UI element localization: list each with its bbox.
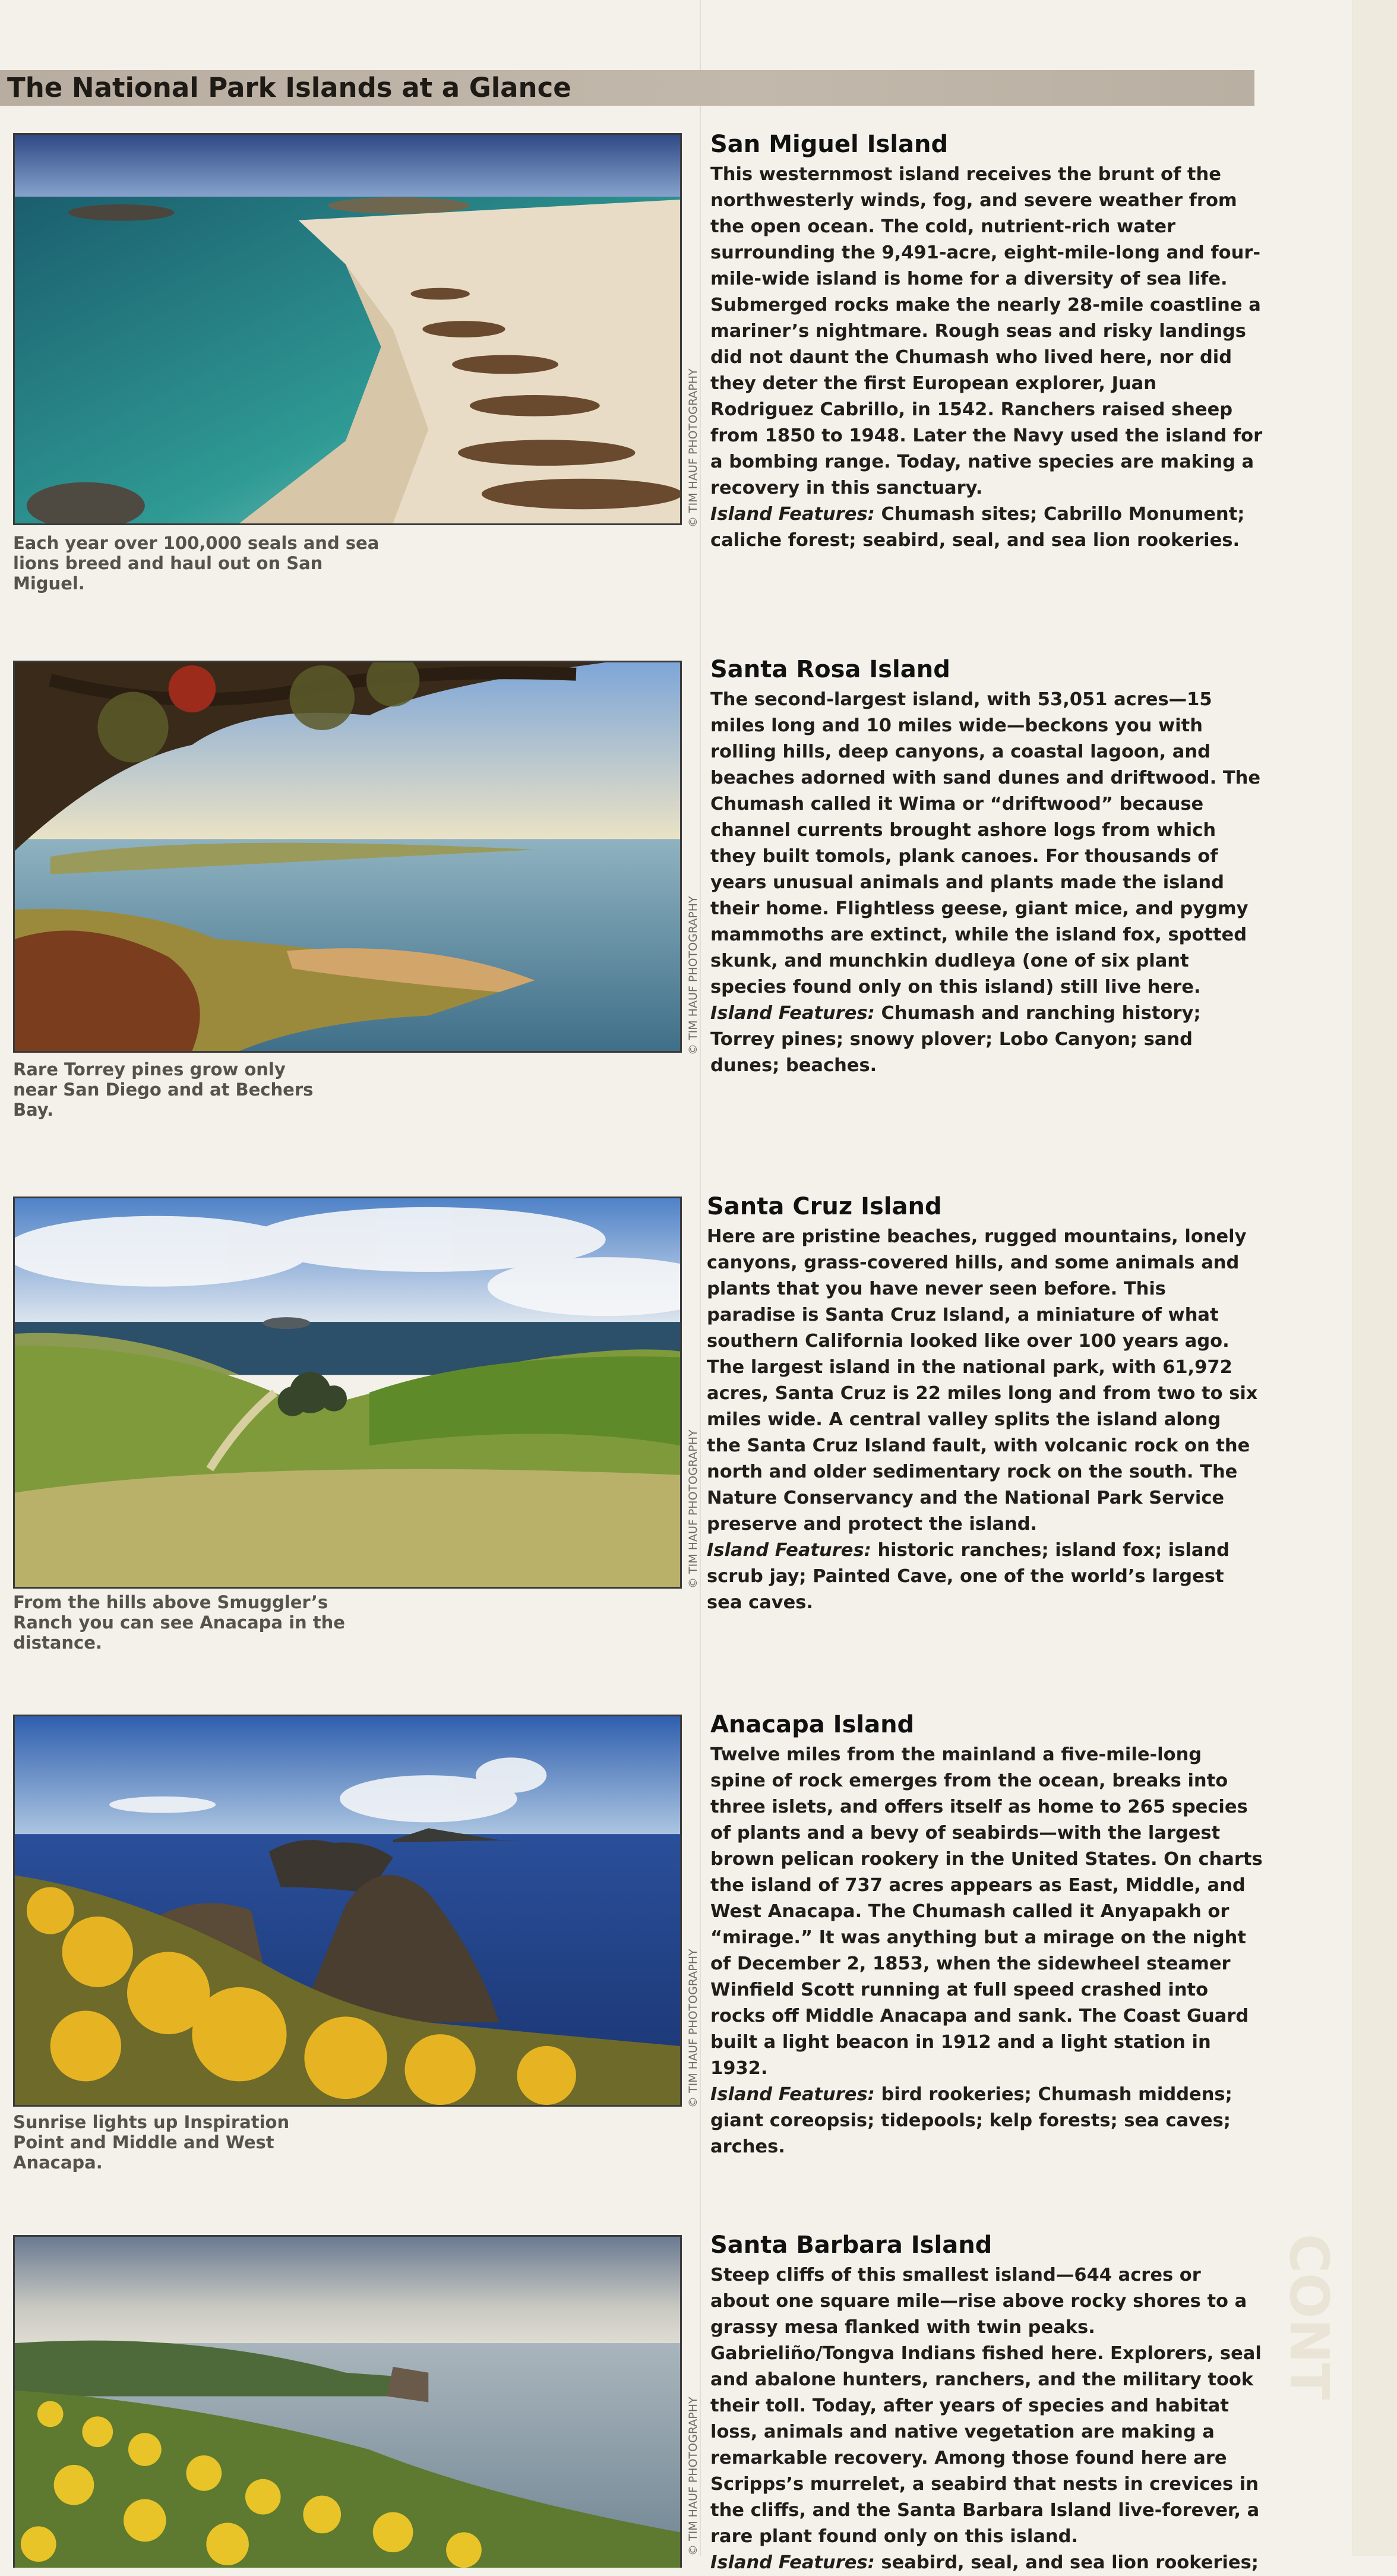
island-name: Santa Barbara Island bbox=[710, 2231, 993, 2259]
photo-caption: Rare Torrey pines grow only near San Diego and at Bechers Bay. bbox=[13, 1059, 314, 1120]
island-features: historic ranches; island fox; island scrub jay; Painted Cave, one of the world’s largest sea caves. bbox=[707, 1540, 1230, 1613]
photo-caption: Each year over 100,000 seals and sea lions breed and haul out on San Miguel. bbox=[13, 533, 380, 594]
island-name: Anacapa Island bbox=[710, 1711, 915, 1738]
photo-credit: © TIM HAUF PHOTOGRAPHY bbox=[687, 1429, 700, 1589]
island-entry-santa-cruz bbox=[707, 1192, 1259, 1616]
island-entry-santa-rosa bbox=[710, 655, 1263, 1079]
photo-santa-cruz bbox=[13, 1197, 682, 1589]
island-features-label: Island Features: bbox=[710, 2552, 875, 2573]
island-name: Santa Cruz Island bbox=[707, 1193, 942, 1220]
island-description: The second-largest island, with 53,051 acres—15 miles long and 10 miles wide—beckons you with rolling hills, deep canyons, a coastal lagoon, and beaches adorned with sand dunes and driftwood. The Chumash called it Wima or “driftwood” because channel currents brought ashore logs from which they built tomols, plank canoes. For thousands of years unusual animals and plants made the island their home. Flightless geese, giant mice, and pygmy mammoths are extinct, while the island fox, spotted skunk, and munchkin dudleya (one of six plant species found only on this island) still live here. Island Features: Chumash and ranching history; Torrey pines; snowy plover; Lobo Canyon; sand dunes; beaches. bbox=[710, 689, 1261, 1076]
photo-credit: © TIM HAUF PHOTOGRAPHY bbox=[687, 2397, 700, 2556]
page-title: The National Park Islands at a Glance bbox=[7, 72, 571, 103]
photo-santa-barbara bbox=[13, 2235, 682, 2568]
island-entry-santa-barbara bbox=[710, 2230, 1263, 2576]
edge-title: CONT bbox=[1278, 2234, 1340, 2400]
photo-san-miguel bbox=[13, 133, 682, 525]
photo-caption: Sunrise lights up Inspiration Point and Middle and West Anacapa. bbox=[13, 2112, 290, 2173]
island-entry-anacapa bbox=[710, 1710, 1263, 2160]
photo-santa-rosa bbox=[13, 661, 682, 1053]
title-banner bbox=[0, 70, 1254, 106]
island-description: Here are pristine beaches, rugged mountains, lonely canyons, grass-covered hills, and some animals and plants that you have never seen before. This paradise is Santa Cruz Island, a miniature of what southern California looked like over 100 years ago. The largest island in the national park, with 61,972 acres, Santa Cruz is 22 miles long and from two to six miles wide. A central valley splits the island along the Santa Cruz Island fault, with volcanic rock on the north and older sedimentary rock on the south. The Nature Conservancy and the National Park Service preserve and protect the island. Island Features: historic ranches; island fox; island scrub jay; Painted Cave, one of the world’s largest sea caves. bbox=[707, 1226, 1258, 1613]
island-features: Chumash and ranching history; Torrey pines; snowy plover; Lobo Canyon; sand dunes; beaches. bbox=[710, 1003, 1201, 1076]
island-name: San Miguel Island bbox=[710, 131, 949, 158]
island-features-label: Island Features: bbox=[710, 2084, 875, 2105]
photo-credit: © TIM HAUF PHOTOGRAPHY bbox=[687, 896, 700, 1055]
page-edge-strip bbox=[1352, 0, 1397, 2556]
photo-caption: From the hills above Smuggler’s Ranch you can see Anacapa in the distance. bbox=[13, 1592, 345, 1653]
island-features: Chumash sites; Cabrillo Monument; caliche forest; seabird, seal, and sea lion rookeries. bbox=[710, 504, 1245, 551]
island-description: This westernmost island receives the brunt of the northwesterly winds, fog, and severe weather from the open ocean. The cold, nutrient-rich water surrounding the 9,491-acre, eight-mile-long and four-mile-wide island is home for a diversity of sea life. Submerged rocks make the nearly 28-mile coastline a mariner’s nightmare. Rough seas and risky landings did not daunt the Chumash who lived here, nor did they deter the first European explorer, Juan Rodriguez Cabrillo, in 1542. Ranchers raised sheep from 1850 to 1948. Later the Navy used the island for a bombing range. Today, native species are making a recovery in this sanctuary. Island Features: Chumash sites; Cabrillo Monument; caliche forest; seabird, seal, and sea lion rookeries. bbox=[710, 164, 1263, 551]
photo-anacapa bbox=[13, 1715, 682, 2107]
island-features: bird rookeries; Chumash middens; giant coreopsis; tidepools; kelp forests; sea caves; arches. bbox=[710, 2084, 1232, 2157]
island-name: Santa Rosa Island bbox=[710, 656, 950, 683]
island-features-label: Island Features: bbox=[707, 1540, 871, 1561]
photo-credit: © TIM HAUF PHOTOGRAPHY bbox=[687, 1949, 700, 2108]
photo-credit: © TIM HAUF PHOTOGRAPHY bbox=[687, 368, 700, 528]
island-description: Twelve miles from the mainland a five-mile-long spine of rock emerges from the ocean, breaks into three islets, and offers itself as home to 265 species of plants and a bevy of seabirds—with the largest brown pelican rookery in the United States. On charts the island of 737 acres appears as East, Middle, and West Anacapa. The Chumash called it Anyapakh or “mirage.” It was anything but a mirage on the night of December 2, 1853, when the sidewheel steamer Winfield Scott running at full speed crashed into rocks off Middle Anacapa and sank. The Coast Guard built a light beacon in 1912 and a light station in 1932. Island Features: bird rookeries; Chumash middens; giant coreopsis; tidepools; kelp forests; sea caves; arches. bbox=[710, 1744, 1263, 2157]
island-description: Steep cliffs of this smallest island—644 acres or about one square mile—rise above rocky shores to a grassy mesa flanked with twin peaks. Gabrieliño/Tongva Indians fished here. Explorers, seal and abalone hunters, ranchers, and the military took their toll. Today, after years of species and habitat loss, animals and native vegetation are making a remarkable recovery. Among those found here are Scripps’s murrelet, a seabird that nests in crevices in the cliffs, and the Santa Barbara Island live-forever, a rare plant found only on this island. Island Features: seabird, seal, and sea lion rookeries; bbox=[710, 2265, 1262, 2573]
island-entry-san-miguel bbox=[710, 130, 1263, 554]
page-fold bbox=[700, 0, 701, 2556]
island-features: seabird, seal, and sea lion rookeries; bbox=[881, 2552, 1259, 2573]
island-features-label: Island Features: bbox=[710, 1003, 875, 1024]
island-features-label: Island Features: bbox=[710, 504, 875, 525]
